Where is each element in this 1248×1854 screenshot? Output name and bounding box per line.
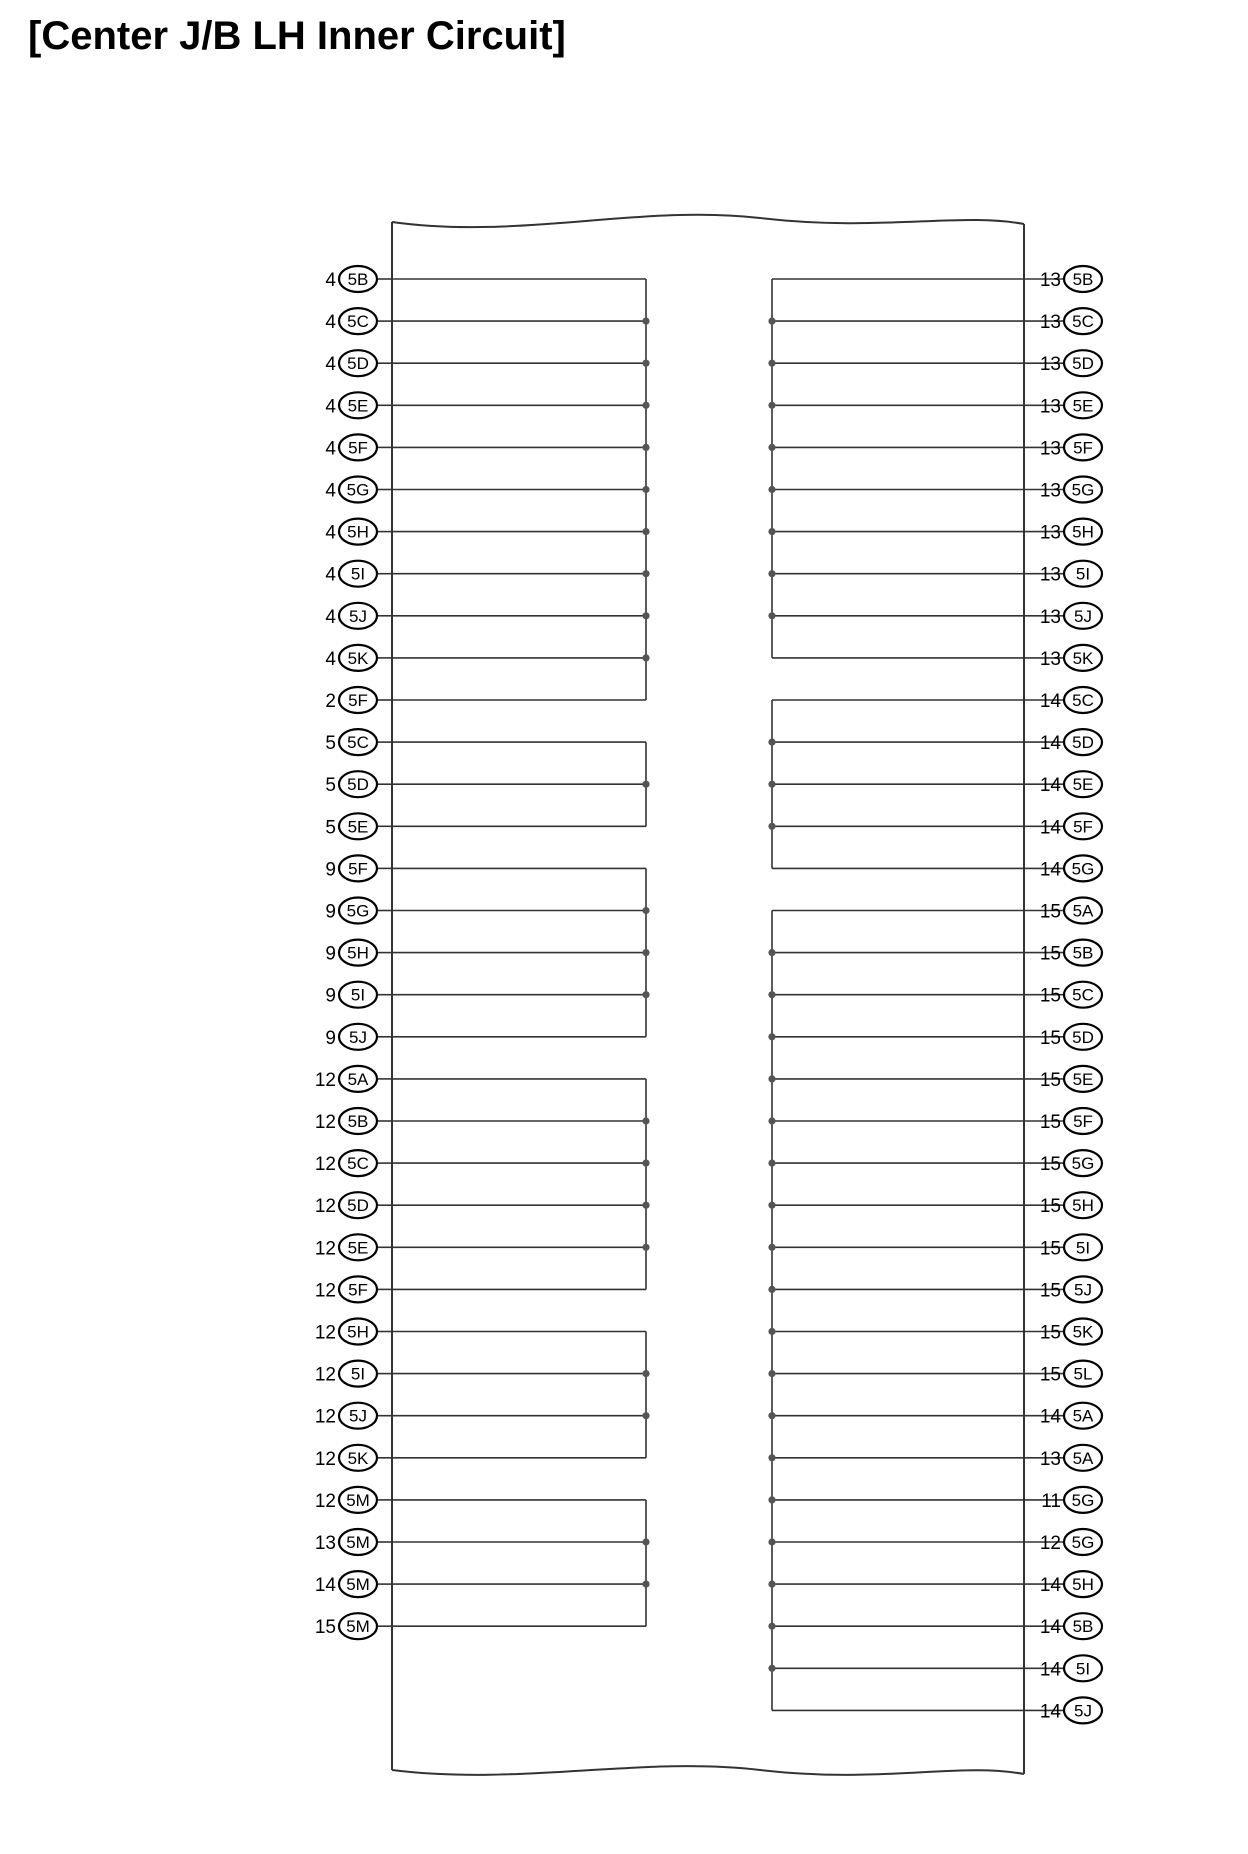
left-terminal xyxy=(325,855,646,881)
connector-label: 5M xyxy=(346,1490,370,1510)
connector-label: 5E xyxy=(347,1238,369,1258)
right-terminal xyxy=(772,1066,1102,1092)
pin-number: 13 xyxy=(1039,606,1061,628)
connector-label: 5B xyxy=(1072,270,1094,289)
connector-label: 5E xyxy=(347,817,369,837)
pin-number: 12 xyxy=(314,1196,336,1218)
pin-number: 15 xyxy=(1039,943,1061,965)
pin-number: 14 xyxy=(1039,1617,1061,1639)
junction-dot xyxy=(642,1117,649,1124)
connector-label: 5H xyxy=(347,522,369,542)
connector-label: 5E xyxy=(1072,396,1094,416)
pin-number: 14 xyxy=(1039,1659,1061,1681)
junction-dot xyxy=(768,612,775,619)
left-terminal xyxy=(315,1066,646,1092)
right-terminal xyxy=(772,1024,1102,1050)
junction-dot xyxy=(768,739,775,746)
left-terminal xyxy=(315,1319,646,1345)
connector-label: 5H xyxy=(347,943,369,963)
right-terminal xyxy=(772,1108,1102,1134)
connector-label: 5C xyxy=(347,733,369,753)
junction-dot xyxy=(768,318,775,325)
right-terminal xyxy=(772,1361,1102,1387)
right-terminal xyxy=(772,1234,1102,1260)
pin-number: 14 xyxy=(1039,775,1061,797)
junction-dot xyxy=(768,781,775,788)
left-terminal xyxy=(325,898,646,924)
left-terminal xyxy=(325,266,646,292)
connector-label: 5A xyxy=(1072,901,1094,921)
junction-dot xyxy=(642,1370,649,1377)
connector-label: 5D xyxy=(347,775,369,795)
left-terminal xyxy=(315,1192,646,1218)
junction-dot xyxy=(768,1160,775,1167)
junction-dot xyxy=(768,1665,775,1672)
pin-number: 15 xyxy=(1039,1112,1061,1133)
right-terminal xyxy=(772,645,1102,671)
pin-number: 13 xyxy=(1039,1448,1061,1470)
junction-dot xyxy=(768,1370,775,1377)
junction-dot xyxy=(642,318,649,325)
connector-label: 5F xyxy=(348,1280,368,1300)
junction-dot xyxy=(642,486,649,493)
connector-label: 5G xyxy=(1071,859,1095,879)
pin-number: 15 xyxy=(1039,1364,1061,1386)
connector-label: 5H xyxy=(1072,1196,1094,1216)
connector-label: 5B xyxy=(347,1112,369,1131)
pin-number: 15 xyxy=(1039,1069,1061,1091)
left-terminal xyxy=(315,1613,646,1639)
connector-label: 5D xyxy=(347,1196,369,1216)
pin-number: 4 xyxy=(325,438,336,460)
connector-label: 5H xyxy=(347,1322,369,1342)
left-terminal xyxy=(325,982,646,1008)
connector-label: 5C xyxy=(347,1154,369,1174)
junction-dot xyxy=(768,360,775,367)
pin-number: 13 xyxy=(1039,354,1061,376)
pin-number: 12 xyxy=(314,1406,336,1428)
pin-number: 12 xyxy=(314,1154,336,1176)
diagram-title: [Center J/B LH Inner Circuit] xyxy=(28,14,566,58)
pin-number: 14 xyxy=(1039,1575,1061,1597)
pin-number: 15 xyxy=(1039,1322,1061,1344)
connector-label: 5G xyxy=(1071,480,1095,500)
connector-label: 5C xyxy=(347,312,369,332)
junction-dot xyxy=(768,1496,775,1503)
connector-label: 5A xyxy=(1072,1448,1094,1468)
left-terminal xyxy=(325,1024,646,1050)
right-terminal xyxy=(772,1571,1102,1597)
junction-dot xyxy=(642,991,649,998)
left-terminal xyxy=(315,1529,646,1555)
connector-label: 5K xyxy=(347,648,369,668)
connector-label: 5A xyxy=(1072,1406,1094,1426)
junction-dot xyxy=(768,1328,775,1335)
pin-number: 15 xyxy=(1039,1154,1061,1176)
connector-label: 5F xyxy=(348,438,368,458)
junction-dot xyxy=(768,1538,775,1545)
pin-number: 15 xyxy=(1039,1238,1061,1260)
connector-label: 5I xyxy=(1075,1659,1091,1679)
right-terminal xyxy=(772,1403,1102,1429)
right-terminal xyxy=(772,477,1102,503)
connector-label: 5G xyxy=(346,480,370,500)
pin-number: 4 xyxy=(325,312,336,334)
right-terminal xyxy=(772,1319,1102,1345)
frame-bottom-edge xyxy=(392,1766,1024,1775)
junction-dot xyxy=(642,1160,649,1167)
left-terminal xyxy=(315,1234,646,1260)
junction-dot xyxy=(768,1244,775,1251)
junction-dot xyxy=(768,1075,775,1082)
connector-label: 5C xyxy=(1072,985,1094,1005)
left-terminal xyxy=(325,434,646,460)
right-terminal xyxy=(772,308,1102,334)
right-terminal-column xyxy=(768,266,1102,1723)
connector-label: 5K xyxy=(1072,648,1094,668)
left-terminal xyxy=(315,1150,646,1176)
connector-label: 5M xyxy=(346,1533,370,1552)
junction-dot xyxy=(768,949,775,956)
right-terminal xyxy=(772,813,1102,839)
junction-dot xyxy=(768,1581,775,1588)
pin-number: 4 xyxy=(325,522,336,544)
pin-number: 15 xyxy=(1039,901,1061,923)
connector-label: 5I xyxy=(1075,1238,1091,1258)
pin-number: 4 xyxy=(325,648,336,670)
junction-dot xyxy=(768,1117,775,1124)
connector-label: 5I xyxy=(350,985,366,1005)
connector-label: 5F xyxy=(348,859,368,879)
junction-dot xyxy=(642,528,649,535)
pin-number: 12 xyxy=(314,1069,336,1091)
junction-dot xyxy=(768,1623,775,1630)
right-terminal xyxy=(772,1613,1102,1639)
connector-label: 5J xyxy=(349,606,367,626)
left-terminal xyxy=(325,687,646,713)
connector-label: 5I xyxy=(350,564,366,584)
left-terminal xyxy=(315,1276,646,1302)
left-terminal xyxy=(315,1403,646,1429)
pin-number: 14 xyxy=(314,1575,336,1597)
junction-dot xyxy=(642,360,649,367)
pin-number: 14 xyxy=(1039,1406,1061,1428)
connector-label: 5G xyxy=(346,901,370,921)
pin-number: 13 xyxy=(1039,522,1061,544)
right-terminal xyxy=(772,729,1102,755)
pin-number: 4 xyxy=(325,480,336,502)
right-terminal xyxy=(772,1655,1102,1681)
connector-label: 5A xyxy=(347,1069,369,1089)
left-terminal xyxy=(325,729,646,755)
pin-number: 14 xyxy=(1039,733,1061,755)
junction-dot xyxy=(642,1412,649,1419)
pin-number: 15 xyxy=(1039,1280,1061,1302)
connector-label: 5I xyxy=(1075,564,1091,584)
pin-number: 14 xyxy=(1039,691,1061,712)
pin-number: 14 xyxy=(1039,817,1061,839)
connector-label: 5B xyxy=(1072,1617,1094,1637)
pin-number: 15 xyxy=(314,1617,336,1639)
junction-dot xyxy=(642,570,649,577)
pin-number: 9 xyxy=(325,985,336,1007)
junction-dot xyxy=(768,444,775,451)
right-terminal xyxy=(772,266,1102,292)
left-terminal xyxy=(325,350,646,376)
junction-dot xyxy=(768,402,775,409)
pin-number: 14 xyxy=(1039,1701,1061,1723)
left-terminal xyxy=(325,645,646,671)
pin-number: 12 xyxy=(314,1280,336,1302)
left-terminal xyxy=(325,477,646,503)
connector-label: 5C xyxy=(1072,312,1094,332)
connector-label: 5H xyxy=(1072,522,1094,542)
connector-label: 5E xyxy=(1072,1069,1094,1089)
pin-number: 4 xyxy=(325,396,336,418)
connector-label: 5K xyxy=(1072,1322,1094,1342)
pin-number: 13 xyxy=(314,1533,336,1554)
left-terminal xyxy=(315,1487,646,1513)
left-terminal xyxy=(325,771,646,797)
pin-number: 12 xyxy=(314,1238,336,1260)
right-terminal xyxy=(772,1192,1102,1218)
connector-label: 5I xyxy=(350,1364,366,1384)
connector-label: 5G xyxy=(1071,1533,1095,1552)
junction-dot xyxy=(768,991,775,998)
left-terminal xyxy=(325,940,646,966)
connector-label: 5D xyxy=(1072,354,1094,374)
connector-label: 5G xyxy=(1071,1154,1095,1174)
frame-top-edge xyxy=(392,215,1024,227)
right-terminal xyxy=(772,519,1102,545)
junction-dot xyxy=(642,781,649,788)
left-terminal xyxy=(315,1361,646,1387)
junction-dot xyxy=(642,1538,649,1545)
right-terminal xyxy=(772,1487,1102,1513)
pin-number: 12 xyxy=(1039,1533,1061,1554)
right-terminal xyxy=(772,434,1102,460)
right-terminal xyxy=(772,1697,1102,1723)
right-terminal xyxy=(772,1276,1102,1302)
pin-number: 12 xyxy=(314,1448,336,1470)
left-terminal xyxy=(325,519,646,545)
pin-number: 15 xyxy=(1039,985,1061,1007)
connector-label: 5J xyxy=(1074,1701,1092,1721)
left-terminal xyxy=(315,1445,646,1471)
left-terminal xyxy=(325,813,646,839)
pin-number: 5 xyxy=(325,817,336,839)
connector-label: 5M xyxy=(346,1575,370,1595)
right-terminal xyxy=(772,982,1102,1008)
pin-number: 11 xyxy=(1041,1490,1061,1512)
junction-dot xyxy=(642,949,649,956)
pin-number: 9 xyxy=(325,901,336,923)
junction-dot xyxy=(768,570,775,577)
junction-dot xyxy=(642,444,649,451)
junction-dot xyxy=(768,486,775,493)
pin-number: 12 xyxy=(314,1322,336,1344)
left-terminal xyxy=(315,1571,646,1597)
junction-dot xyxy=(642,1244,649,1251)
left-terminal xyxy=(325,603,646,629)
connector-label: 5F xyxy=(348,691,368,710)
connector-label: 5D xyxy=(347,354,369,374)
pin-number: 13 xyxy=(1039,564,1061,586)
pin-number: 13 xyxy=(1039,396,1061,418)
left-terminal-column xyxy=(315,266,650,1639)
pin-number: 15 xyxy=(1039,1196,1061,1218)
right-terminal xyxy=(772,392,1102,418)
connector-label: 5E xyxy=(347,396,369,416)
junction-dot xyxy=(642,1202,649,1209)
left-terminal xyxy=(325,308,646,334)
pin-number: 5 xyxy=(325,775,336,797)
left-terminal xyxy=(325,392,646,418)
pin-number: 12 xyxy=(314,1112,336,1133)
pin-number: 9 xyxy=(325,859,336,881)
junction-dot xyxy=(642,1581,649,1588)
connector-label: 5J xyxy=(349,1027,367,1047)
pin-number: 13 xyxy=(1039,438,1061,460)
junction-dot xyxy=(642,402,649,409)
right-terminal xyxy=(772,350,1102,376)
right-terminal xyxy=(772,1150,1102,1176)
right-terminal xyxy=(772,687,1102,713)
junction-dot xyxy=(768,823,775,830)
right-terminal xyxy=(772,940,1102,966)
connector-label: 5H xyxy=(1072,1575,1094,1595)
pin-number: 2 xyxy=(325,691,336,712)
connector-label: 5M xyxy=(346,1617,370,1637)
right-terminal xyxy=(772,561,1102,587)
connector-label: 5F xyxy=(1073,438,1093,458)
pin-number: 12 xyxy=(314,1490,336,1512)
connector-label: 5G xyxy=(1071,1490,1095,1510)
right-terminal xyxy=(772,1445,1102,1471)
pin-number: 4 xyxy=(325,606,336,628)
connector-label: 5D xyxy=(1072,1027,1094,1047)
junction-dot xyxy=(768,528,775,535)
pin-number: 4 xyxy=(325,270,336,291)
junction-dot xyxy=(642,654,649,661)
left-terminal xyxy=(325,561,646,587)
connector-label: 5F xyxy=(1073,817,1093,837)
connector-label: 5B xyxy=(1072,943,1094,963)
pin-number: 13 xyxy=(1039,480,1061,502)
pin-number: 12 xyxy=(314,1364,336,1386)
junction-dot xyxy=(768,1412,775,1419)
pin-number: 9 xyxy=(325,1027,336,1049)
right-terminal xyxy=(772,855,1102,881)
connector-label: 5K xyxy=(347,1448,369,1468)
connector-label: 5J xyxy=(349,1406,367,1426)
pin-number: 4 xyxy=(325,354,336,376)
connector-label: 5L xyxy=(1073,1364,1093,1384)
right-terminal xyxy=(772,771,1102,797)
right-terminal xyxy=(772,603,1102,629)
pin-number: 13 xyxy=(1039,648,1061,670)
pin-number: 5 xyxy=(325,733,336,755)
junction-dot xyxy=(642,612,649,619)
connector-label: 5C xyxy=(1072,691,1094,710)
junction-dot xyxy=(768,1454,775,1461)
right-terminal xyxy=(772,898,1102,924)
junction-dot xyxy=(768,1286,775,1293)
connector-label: 5J xyxy=(1074,606,1092,626)
junction-dot xyxy=(642,907,649,914)
pin-number: 13 xyxy=(1039,312,1061,334)
right-terminal xyxy=(772,1529,1102,1555)
left-terminal xyxy=(315,1108,646,1134)
pin-number: 15 xyxy=(1039,1027,1061,1049)
pin-number: 14 xyxy=(1039,859,1061,881)
connector-label: 5F xyxy=(1073,1112,1093,1131)
pin-number: 4 xyxy=(325,564,336,586)
connector-label: 5E xyxy=(1072,775,1094,795)
pin-number: 13 xyxy=(1039,270,1061,291)
junction-dot xyxy=(768,1033,775,1040)
connector-label: 5J xyxy=(1074,1280,1092,1300)
pin-number: 9 xyxy=(325,943,336,965)
connector-label: 5B xyxy=(347,270,369,289)
connector-label: 5D xyxy=(1072,733,1094,753)
junction-dot xyxy=(768,1202,775,1209)
